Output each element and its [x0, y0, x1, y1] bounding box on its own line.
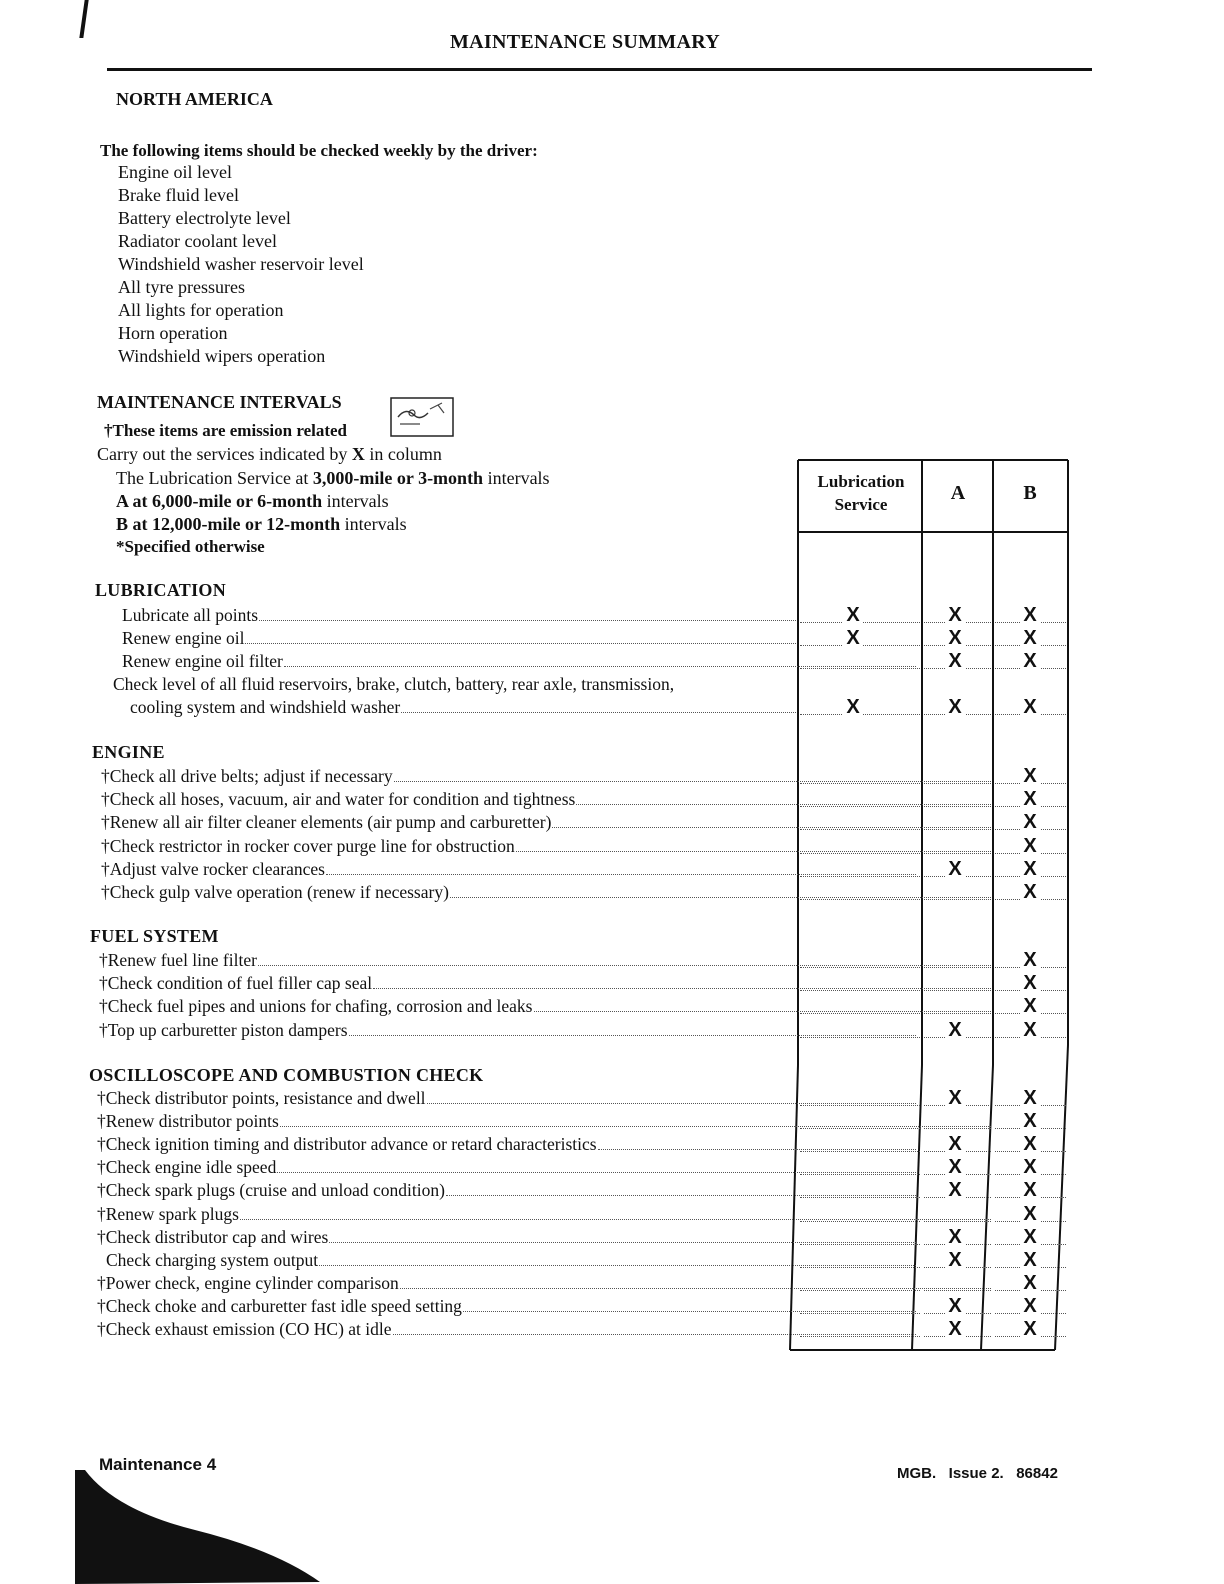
cell-dot-leader	[924, 805, 991, 807]
service-mark-a: X	[945, 1226, 965, 1249]
cell-dot-leader	[800, 1266, 920, 1268]
cell-dot-leader	[924, 989, 991, 991]
service-mark-a: X	[945, 627, 965, 650]
service-mark-b: X	[1020, 835, 1040, 858]
page-title: MAINTENANCE SUMMARY	[450, 31, 720, 53]
task-label: †Power check, engine cylinder comparison	[97, 1272, 399, 1293]
task-label: †Check gulp valve operation (renew if necessary)	[101, 882, 449, 902]
dot-leader	[401, 711, 796, 713]
weekly-check-item: Horn operation	[118, 323, 228, 343]
service-mark-b: X	[1020, 1179, 1040, 1202]
service-mark-b: X	[1020, 972, 1040, 995]
b-interval: B at 12,000-mile or 12-month intervals	[116, 514, 407, 534]
cell-dot-leader	[800, 1243, 920, 1245]
task-label: †Check restrictor in rocker cover purge line for obstruction	[101, 835, 515, 856]
task-label: †Renew spark plugs	[97, 1203, 239, 1224]
emission-note: †These items are emission related	[104, 421, 347, 440]
task-label: †Check condition of fuel filler cap seal	[99, 973, 373, 994]
task-label: Check level of all fluid reservoirs, brake, clutch, battery, rear axle, transmission,	[113, 674, 675, 694]
cell-dot-leader	[800, 989, 920, 991]
maintenance-intervals-heading: MAINTENANCE INTERVALS	[97, 392, 342, 412]
service-mark-b: X	[1020, 1318, 1040, 1341]
service-mark-a: X	[945, 696, 965, 719]
service-mark-b: X	[1020, 1019, 1040, 1042]
scan-shadow	[75, 1470, 335, 1584]
service-mark-b: X	[1020, 1226, 1040, 1249]
service-mark-a: X	[945, 604, 965, 627]
service-mark-b: X	[1020, 788, 1040, 811]
service-mark-b: X	[1020, 696, 1040, 719]
cell-dot-leader	[800, 966, 920, 968]
task-row	[106, 1250, 918, 1271]
weekly-check-item: Engine oil level	[118, 162, 232, 182]
service-mark-a: X	[945, 1133, 965, 1156]
section-title: OSCILLOSCOPE AND COMBUSTION CHECK	[89, 1065, 484, 1085]
task-label: Renew engine oil	[122, 628, 245, 648]
dot-leader	[245, 642, 796, 644]
dot-leader	[534, 1010, 992, 1012]
cell-dot-leader	[800, 1196, 920, 1198]
column-header-b: B	[1023, 482, 1037, 504]
weekly-checks-heading: The following items should be checked weekly by the driver:	[100, 141, 538, 160]
service-mark-b: X	[1020, 1133, 1040, 1156]
section-title: FUEL SYSTEM	[90, 926, 219, 946]
footer-issue-label: MGB. Issue 2. 86842	[897, 1465, 1058, 1482]
task-label: Check charging system output	[106, 1249, 319, 1270]
service-mark-b: X	[1020, 1272, 1040, 1295]
service-mark-b: X	[1020, 1156, 1040, 1179]
weekly-check-item: Brake fluid level	[118, 185, 239, 205]
service-mark-a: X	[945, 1249, 965, 1272]
task-label: †Check choke and carburetter fast idle speed setting	[97, 1295, 462, 1316]
service-mark-b: X	[1020, 627, 1040, 650]
task-row	[99, 1020, 918, 1041]
section-title: ENGINE	[92, 742, 165, 762]
task-label: †Check exhaust emission (CO HC) at idle	[97, 1319, 392, 1339]
column-header-a: A	[950, 482, 966, 504]
service-mark-a: X	[945, 1156, 965, 1179]
task-label: †Top up carburetter piston dampers	[99, 1019, 348, 1040]
service-mark-a: X	[945, 1295, 965, 1318]
service-mark-a: X	[945, 1179, 965, 1202]
service-mark-b: X	[1020, 881, 1040, 904]
service-mark-lub: X	[843, 696, 863, 719]
specified-otherwise-note: *Specified otherwise	[116, 537, 265, 556]
cell-dot-leader	[924, 828, 991, 830]
service-mark-b: X	[1020, 995, 1040, 1018]
cell-dot-leader	[924, 898, 991, 900]
service-mark-b: X	[1020, 811, 1040, 834]
cell-dot-leader	[800, 782, 920, 784]
task-label: †Check spark plugs (cruise and unload condition)	[97, 1180, 445, 1201]
cell-dot-leader	[924, 966, 991, 968]
task-label: †Check ignition timing and distributor advance or retard characteristics	[97, 1134, 597, 1155]
service-mark-b: X	[1020, 1295, 1040, 1318]
task-label: †Check distributor cap and wires	[97, 1226, 329, 1247]
cell-dot-leader	[800, 1127, 920, 1129]
task-label: †Check distributor points, resistance and dwell	[97, 1088, 426, 1108]
a-interval: A at 6,000-mile or 6-month intervals	[116, 491, 389, 511]
service-mark-b: X	[1020, 604, 1040, 627]
carry-out-instruction: Carry out the services indicated by X in column	[97, 444, 442, 464]
cell-dot-leader	[800, 1312, 920, 1314]
task-label: †Renew all air filter cleaner elements (air pump and carburetter)	[101, 812, 552, 833]
weekly-check-item: All tyre pressures	[118, 277, 245, 297]
service-mark-b: X	[1020, 1249, 1040, 1272]
service-mark-lub: X	[843, 604, 863, 627]
service-mark-b: X	[1020, 1087, 1040, 1110]
task-row	[97, 1319, 918, 1340]
service-mark-a: X	[945, 1318, 965, 1341]
task-row	[122, 651, 918, 672]
service-mark-lub: X	[843, 627, 863, 650]
weekly-check-item: Battery electrolyte level	[118, 208, 291, 228]
task-row	[97, 1157, 918, 1178]
weekly-check-item: Windshield wipers operation	[118, 346, 326, 366]
task-label: †Adjust valve rocker clearances	[101, 858, 325, 879]
cell-dot-leader	[924, 1289, 991, 1291]
cell-dot-leader	[924, 1220, 991, 1222]
footer-page-label: Maintenance 4	[99, 1455, 217, 1474]
cell-dot-leader	[924, 782, 991, 784]
cell-dot-leader	[924, 1127, 991, 1129]
cell-dot-leader	[800, 1173, 920, 1175]
task-row	[97, 1134, 918, 1155]
cell-dot-leader	[800, 1012, 920, 1014]
cell-dot-leader	[800, 667, 920, 669]
task-row	[97, 1296, 918, 1317]
cell-dot-leader	[800, 828, 920, 830]
task-label: †Check all hoses, vacuum, air and water for condition and tightness	[101, 789, 576, 810]
cell-dot-leader	[800, 875, 920, 877]
service-mark-a: X	[945, 858, 965, 881]
task-label: Renew engine oil filter	[122, 651, 283, 671]
dot-leader	[259, 619, 796, 621]
task-row	[97, 1180, 918, 1201]
lubrication-interval: The Lubrication Service at 3,000-mile or 3-month intervals	[116, 468, 550, 488]
task-label: †Renew distributor points	[97, 1111, 279, 1132]
weekly-check-item: All lights for operation	[118, 300, 284, 320]
task-row	[122, 628, 798, 649]
task-label: Lubricate all points	[122, 605, 259, 625]
cell-dot-leader	[800, 1335, 920, 1337]
service-mark-b: X	[1020, 949, 1040, 972]
service-mark-a: X	[945, 1087, 965, 1110]
cell-dot-leader	[800, 1104, 920, 1106]
cell-dot-leader	[800, 1220, 920, 1222]
task-label: †Check fuel pipes and unions for chafing, corrosion and leaks	[99, 996, 533, 1017]
task-label: †Check all drive belts; adjust if necessary	[101, 766, 393, 786]
task-row	[130, 697, 798, 718]
cell-dot-leader	[800, 1289, 920, 1291]
service-mark-b: X	[1020, 1203, 1040, 1226]
task-row	[97, 1227, 918, 1248]
service-mark-a: X	[945, 1019, 965, 1042]
task-label: †Check engine idle speed	[97, 1157, 277, 1178]
region-heading: NORTH AMERICA	[116, 89, 273, 109]
cell-dot-leader	[924, 1012, 991, 1014]
task-row	[101, 859, 918, 880]
cell-dot-leader	[800, 805, 920, 807]
column-header-lubrication-service: Lubrication Service	[817, 472, 905, 514]
service-mark-b: X	[1020, 765, 1040, 788]
service-mark-b: X	[1020, 858, 1040, 881]
cell-dot-leader	[800, 898, 920, 900]
cell-dot-leader	[800, 1036, 920, 1038]
cell-dot-leader	[800, 1150, 920, 1152]
cell-dot-leader	[924, 852, 991, 854]
service-mark-a: X	[945, 650, 965, 673]
cell-dot-leader	[800, 852, 920, 854]
task-row	[97, 1088, 918, 1109]
task-label: cooling system and windshield washer	[130, 697, 401, 717]
service-mark-b: X	[1020, 650, 1040, 673]
weekly-check-item: Radiator coolant level	[118, 231, 277, 251]
task-label: †Renew fuel line filter	[99, 950, 257, 970]
task-row	[122, 605, 798, 626]
section-title: LUBRICATION	[95, 580, 226, 600]
service-mark-b: X	[1020, 1110, 1040, 1133]
weekly-check-item: Windshield washer reservoir level	[118, 254, 364, 274]
